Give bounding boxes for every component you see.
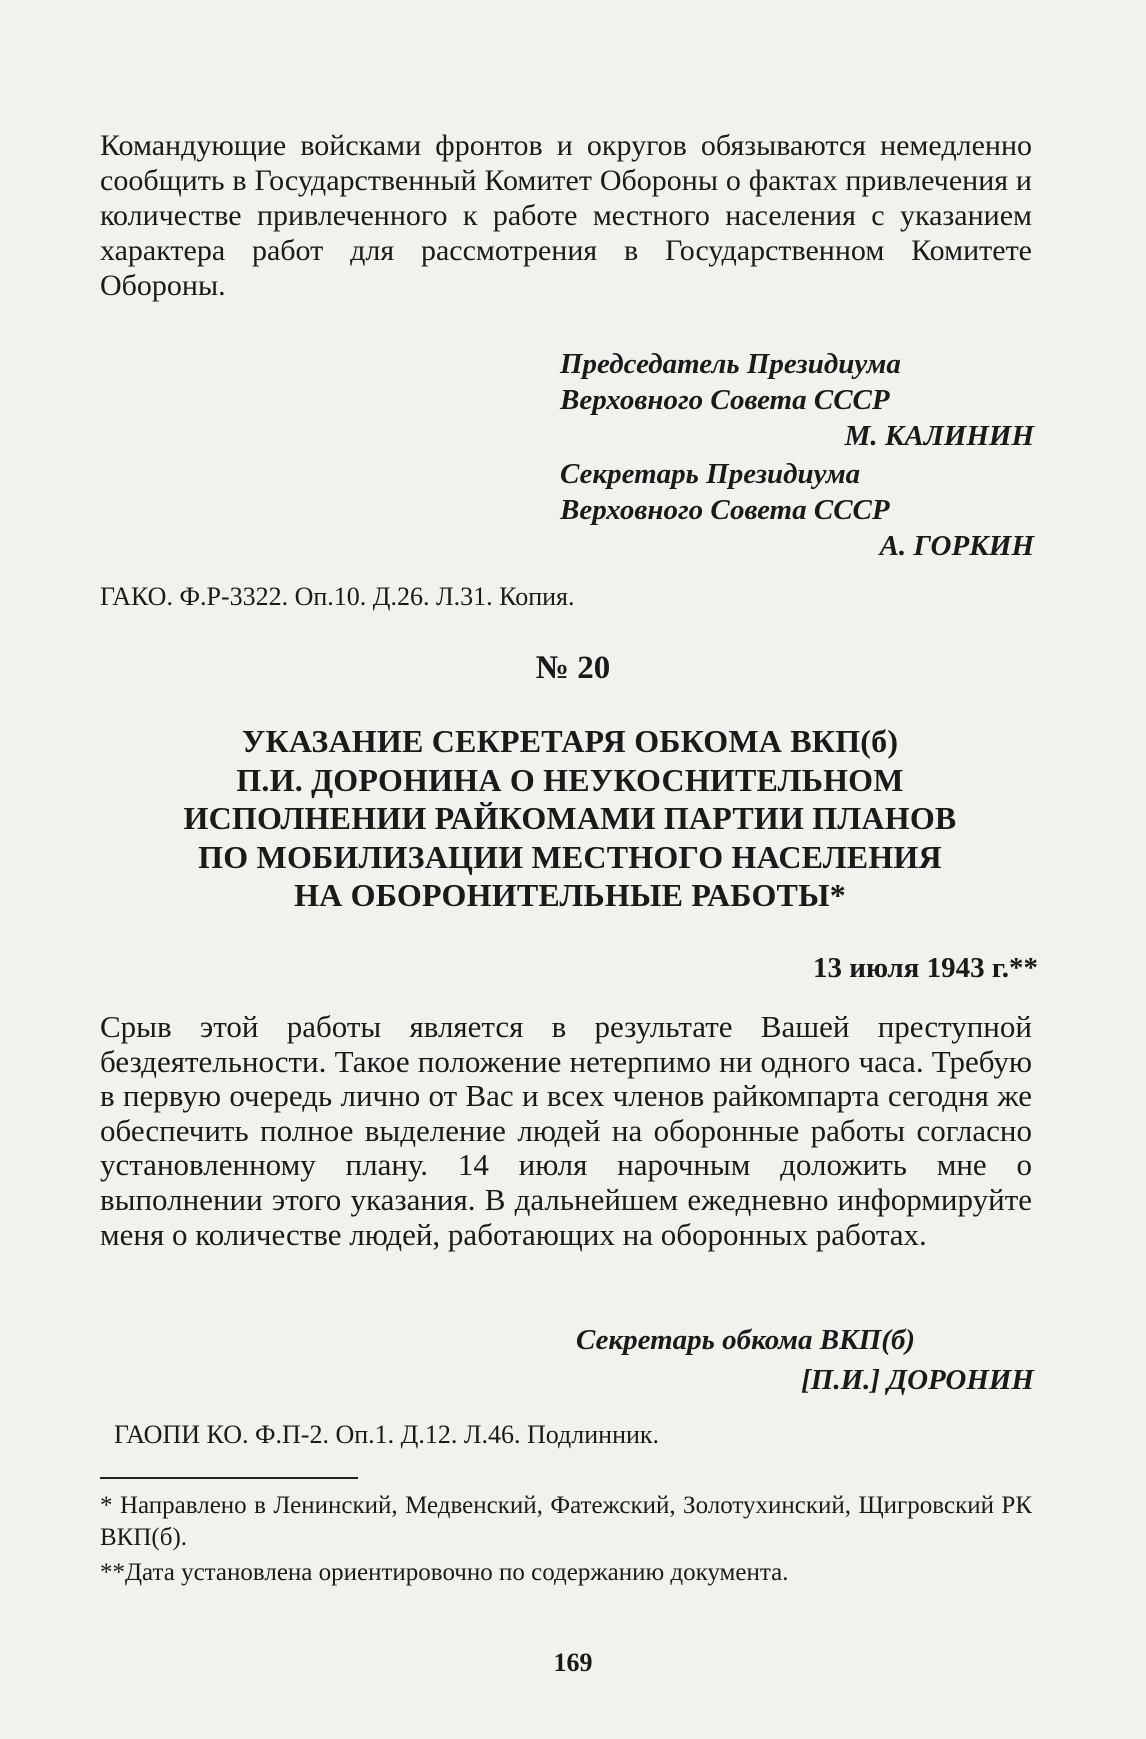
kalinin-name: М. КАЛИНИН bbox=[844, 420, 1034, 452]
title-line: УКАЗАНИЕ СЕКРЕТАРЯ ОБКОМА ВКП(б) bbox=[241, 723, 899, 759]
page-number: 169 bbox=[553, 1648, 593, 1677]
kalinin-title-1: Председатель Президиума bbox=[560, 348, 901, 380]
title-line: ИСПОЛНЕНИИ РАЙКОМАМИ ПАРТИИ ПЛАНОВ bbox=[183, 800, 957, 836]
gorkin-title-2: Верховного Совета СССР bbox=[560, 494, 890, 526]
archive-reference-2: ГАОПИ КО. Ф.П-2. Оп.1. Д.12. Л.46. Подлинник. bbox=[114, 1420, 660, 1449]
archive-reference-1: ГАКО. Ф.Р-3322. Оп.10. Д.26. Л.31. Копия. bbox=[100, 582, 575, 611]
footnote-2: **Дата установлена ориентировочно по содержанию документа. bbox=[100, 1559, 789, 1586]
footnote-1: * Направлено в Ленинский, Медвенский, Фатежский, Золотухинский, Щигровский РК ВКП(б). bbox=[100, 1492, 1032, 1551]
document-title bbox=[120, 722, 1020, 915]
doronin-name: [П.И.] ДОРОНИН bbox=[801, 1364, 1034, 1396]
gorkin-title-1: Секретарь Президиума bbox=[560, 458, 861, 490]
doronin-title: Секретарь обкома ВКП(б) bbox=[576, 1324, 916, 1356]
title-line: ПО МОБИЛИЗАЦИИ МЕСТНОГО НАСЕЛЕНИЯ bbox=[198, 838, 942, 875]
title-line: НА ОБОРОНИТЕЛЬНЫЕ РАБОТЫ* bbox=[294, 877, 846, 913]
document-number: № 20 bbox=[535, 650, 611, 686]
footnote-divider bbox=[100, 1477, 358, 1479]
gorkin-name: А. ГОРКИН bbox=[879, 530, 1034, 562]
top-paragraph: Командующие войсками фронтов и округов обязываются немедленно сообщить в Государственный Комитет Обороны о фактах привлечения и количестве привлеченного к работе местного населения с указанием характера работ для рассмотрения в Государственном Комитете Обороны. bbox=[100, 129, 1032, 302]
kalinin-title-2: Верховного Совета СССР bbox=[560, 384, 890, 416]
document-date: 13 июля 1943 г.** bbox=[812, 952, 1038, 984]
body-paragraph: Срыв этой работы является в результате Вашей преступной бездеятельности. Такое положение нетерпимо ни одного часа. Требую в первую очередь лично от Вас и всех членов райкомпарта сегодня же обеспечить полное выделение людей на оборонные работы согласно установленному плану. 14 июля нарочным доложить мне о выполнении этого указания. В дальнейшем ежедневно информируйте меня о количестве людей, работающих на оборонных работах. bbox=[100, 1009, 1032, 1252]
title-line: П.И. ДОРОНИНА О НЕУКОСНИТЕЛЬНОМ bbox=[236, 761, 904, 798]
